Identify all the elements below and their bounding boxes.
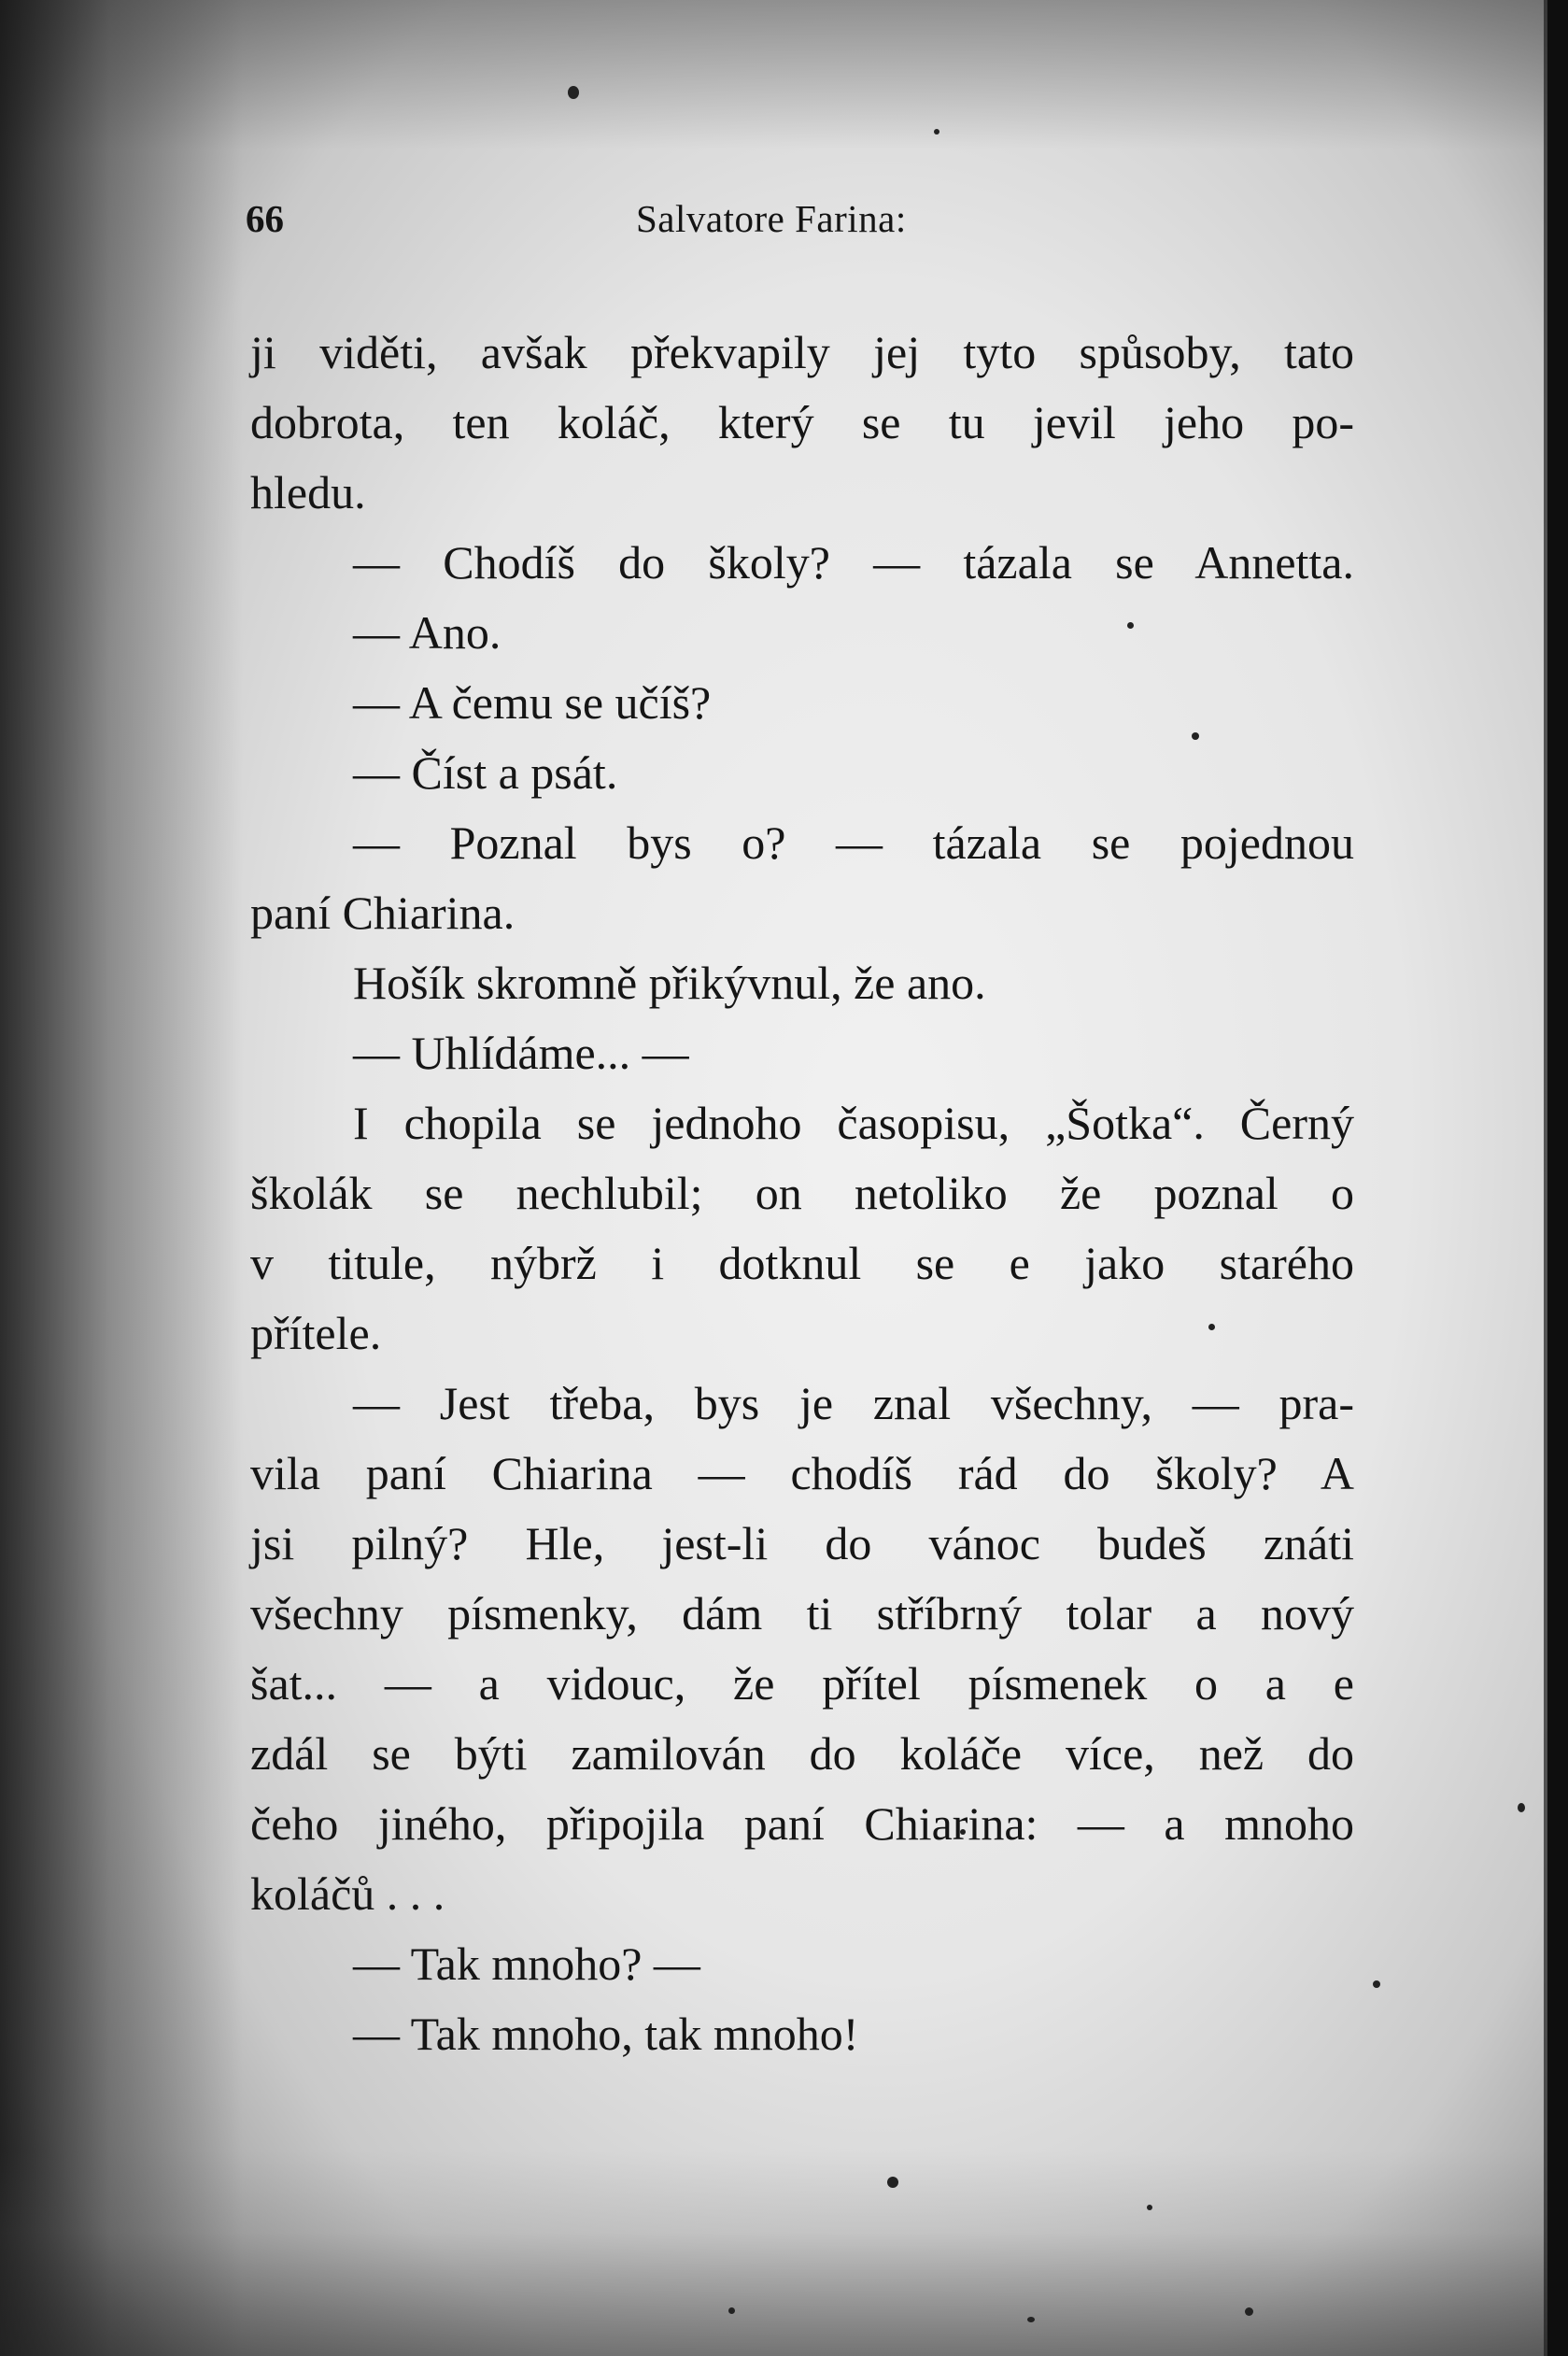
running-head: Salvatore Farina:	[636, 197, 907, 240]
text-line: — Číst a psát.	[353, 746, 618, 799]
text-line: přítele.	[250, 1307, 382, 1359]
text-line: vila paní Chiarina — chodíš rád do školy? A	[250, 1447, 1354, 1499]
dust-speck	[1373, 1980, 1380, 1988]
text-line: v titule, nýbrž i dotknul se e jako starého	[250, 1237, 1354, 1289]
text-line: — Poznal bys o? — tázala se pojednou	[353, 816, 1354, 869]
text-line: všechny písmenky, dám ti stříbrný tolar a nový	[250, 1587, 1354, 1639]
dust-speck	[568, 86, 579, 99]
dust-speck	[728, 2307, 735, 2314]
dust-speck	[1245, 2307, 1253, 2316]
binding-shadow	[0, 0, 243, 2356]
text-line: hledu.	[250, 466, 366, 518]
text-line: ji viděti, avšak překvapily jej tyto spůsoby, tato	[250, 326, 1354, 378]
text-line: Hošík skromně přikývnul, že ano.	[353, 957, 986, 1009]
text-line: I chopila se jednoho časopisu, „Šotka“. Černý	[353, 1097, 1354, 1149]
text-line: čeho jiného, připojila paní Chiarina: — a mnoho	[250, 1797, 1354, 1850]
text-line: — Tak mnoho? —	[353, 1937, 700, 1990]
page-number: 66	[246, 197, 284, 240]
text-line: šat... — a vidouc, že přítel písmenek o a e	[250, 1657, 1354, 1710]
scan-border	[1547, 0, 1568, 2356]
text-line: — Chodíš do školy? — tázala se Annetta.	[353, 536, 1354, 589]
text-line: školák se nechlubil; on netoliko že poznal o	[250, 1167, 1354, 1219]
text-line: — Uhlídáme... —	[353, 1027, 689, 1079]
text-line: — Ano.	[353, 606, 501, 659]
dust-speck	[934, 129, 939, 135]
text-line: — Tak mnoho, tak mnoho!	[353, 2008, 859, 2060]
dust-speck	[1027, 2317, 1035, 2322]
dust-speck	[1147, 2205, 1152, 2210]
text-line: — A čemu se učíš?	[353, 676, 712, 729]
dust-speck	[887, 2177, 898, 2188]
body-text	[250, 318, 1354, 2069]
text-line: koláčů . . .	[250, 1867, 445, 1920]
dust-speck	[1518, 1803, 1525, 1812]
text-line: jsi pilný? Hle, jest-li do vánoc budeš znáti	[250, 1517, 1354, 1569]
text-line: paní Chiarina.	[250, 887, 516, 939]
text-line: zdál se býti zamilován do koláče více, než do	[250, 1727, 1354, 1780]
page-header	[246, 196, 1357, 252]
bottom-edge-shadow	[0, 2150, 1568, 2356]
text-line: dobrota, ten koláč, který se tu jevil jeho po-	[250, 396, 1354, 448]
text-line: — Jest třeba, bys je znal všechny, — pra-	[353, 1377, 1354, 1429]
